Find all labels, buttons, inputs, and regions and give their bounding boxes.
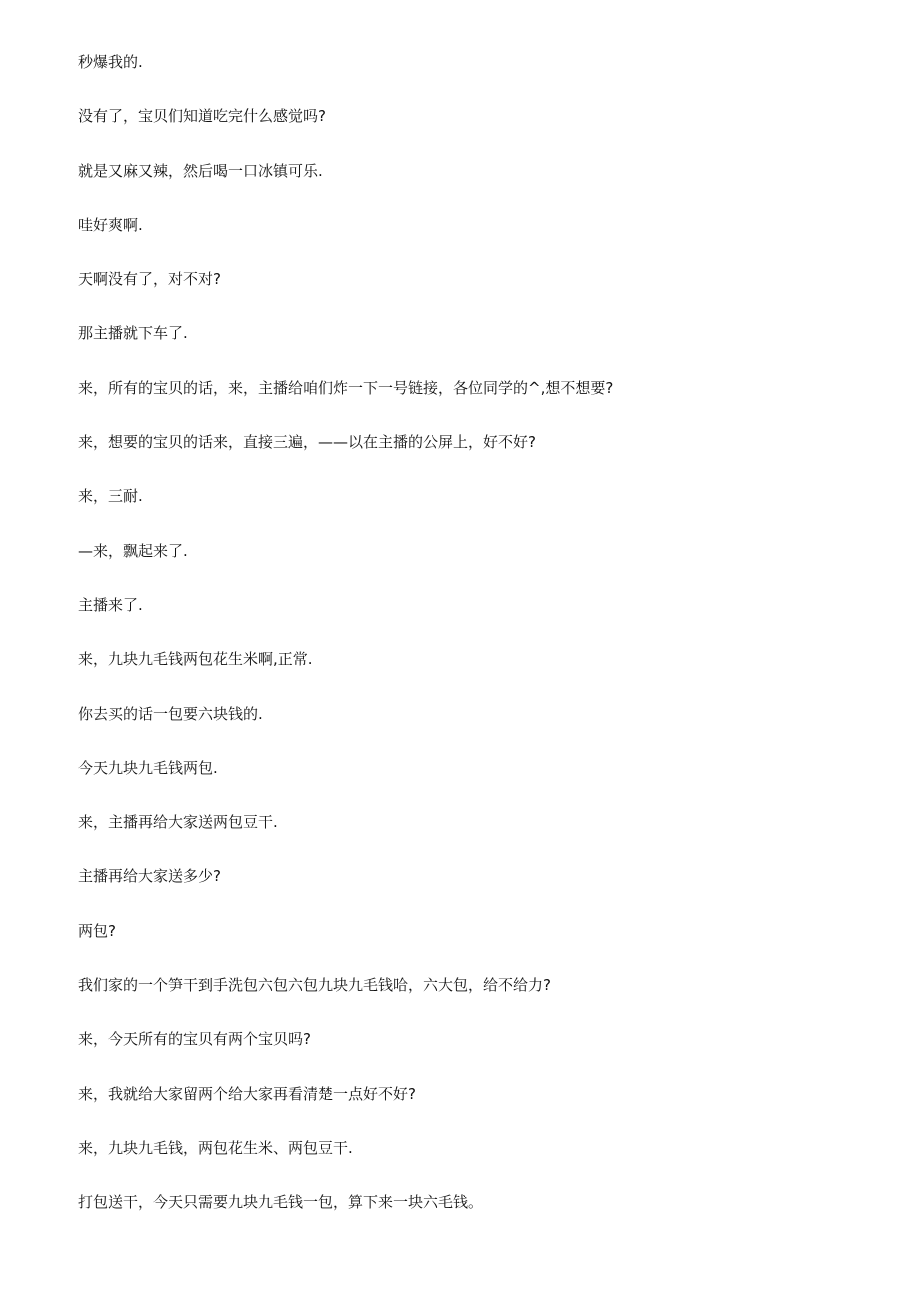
transcript-line: 我们家的一个笋干到手洗包六包六包九块九毛钱哈，六大包，给不给力? [78, 976, 551, 995]
transcript-line: 来，想要的宝贝的话来，直接三遍，——以在主播的公屏上，好不好? [78, 433, 536, 452]
transcript-line: 主播来了. [78, 595, 143, 614]
transcript-line: 你去买的话一包要六块钱的. [78, 704, 263, 723]
transcript-line: 那主播就下车了. [78, 324, 188, 343]
transcript-line: 打包送干，今天只需要九块九毛钱一包，算下来一块六毛钱。 [78, 1193, 484, 1212]
transcript-line: 来，所有的宝贝的话，来，主播给咱们炸一下一号链接，各位同学的^,想不想要? [78, 378, 614, 397]
transcript-line: 就是又麻又辣，然后喝一口冰镇可乐. [78, 161, 323, 180]
transcript-line: 两包? [78, 921, 116, 940]
transcript-line: 哇好爽啊. [78, 215, 143, 234]
transcript-line: 来，今天所有的宝贝有两个宝贝吗? [78, 1030, 311, 1049]
transcript-line: 今天九块九毛钱两包. [78, 758, 218, 777]
transcript-line: 来，九块九毛钱两包花生米啊,正常. [78, 650, 313, 669]
transcript-lines [78, 50, 878, 1245]
transcript-line: 没有了，宝贝们知道吃完什么感觉吗? [78, 107, 326, 126]
transcript-line: 秒爆我的. [78, 53, 143, 71]
transcript-line: 来，我就给大家留两个给大家再看清楚一点好不好? [78, 1084, 416, 1103]
transcript-line: 来，三耐. [78, 487, 143, 506]
transcript-line: —来，飘起来了. [78, 541, 188, 560]
transcript-line: 主播再给大家送多少? [78, 867, 221, 886]
transcript-line: 来，九块九毛钱，两包花生米、两包豆干. [78, 1138, 353, 1157]
transcript-line: 来，主播再给大家送两包豆干. [78, 813, 278, 832]
transcript-line: 天啊没有了，对不对? [78, 270, 221, 289]
